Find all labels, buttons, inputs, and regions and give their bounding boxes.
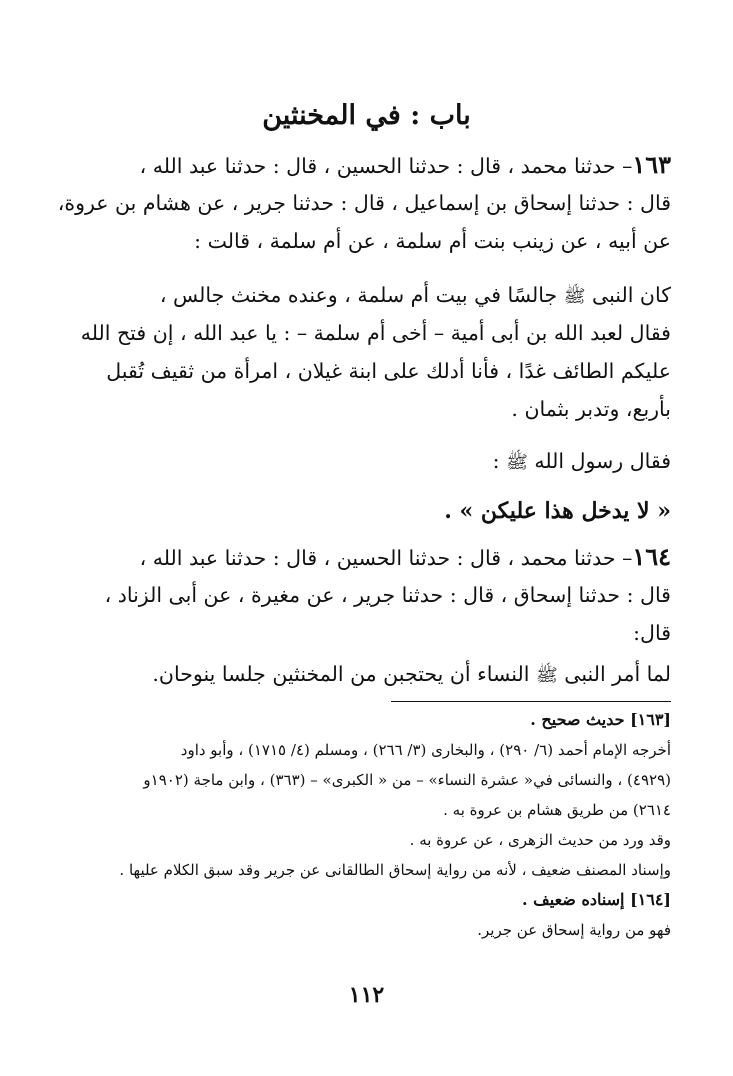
- reply-line: [59, 442, 671, 480]
- hadith-164-number: ١٦٤: [632, 542, 671, 571]
- hadith-163-line-2: قال : حدثنا إسحاق بن إسماعيل ، قال : حدثنا جرير ، عن هشام بن عروة،: [57, 191, 671, 215]
- prophet-quote: [59, 492, 671, 530]
- footnote-163-line-1: أخرجه الإمام أحمد (٦/ ٢٩٠) ، والبخارى (٣/ ٢٦٦) ، ومسلم (٤/ ١٧١٥) ، وأبو داود: [180, 741, 671, 759]
- story-line-1-before: كان النبى: [592, 283, 671, 307]
- hadith-164-line-3: قال:: [633, 621, 671, 645]
- footnote-164-head: [١٦٤] إسناده ضعيف .: [522, 890, 671, 909]
- matn-after: النساء أن يحتجبن من المخنثين جلسا ينوحان.: [152, 662, 530, 686]
- hadith-163-matn: [59, 276, 671, 428]
- footnote-163-head: [١٦٣] حديث صحيح .: [530, 710, 671, 729]
- footnote-163-line-5: وإسناد المصنف ضعيف ، لأنه من رواية إسحاق الطالقانى عن جرير وقد سبق الكلام عليها .: [119, 861, 671, 879]
- hadith-164-line-1: [59, 538, 671, 576]
- hadith-163-text-1: – حدثنا محمد ، قال : حدثنا الحسين ، قال : حدثنا عبد الله ،: [139, 154, 633, 178]
- hadith-164-isnad: [59, 538, 671, 652]
- footnote-163-line-2: (٤٩٢٩) ، والنسائى في« عشرة النساء» – من « الكبرى» – (٣٦٣) ، وابن ماجة (١٩٠٢و: [143, 771, 671, 789]
- reply-colon: :: [492, 449, 500, 473]
- story-line-3: عليكم الطائف غدًا ، فأنا أدلك على ابنة غيلان ، امرأة من ثقيف تُقبل: [106, 359, 671, 383]
- page-number: ١١٢: [348, 982, 385, 1008]
- quote-text: « لا يدخل هذا عليكن » .: [444, 498, 671, 524]
- chapter-title: باب : في المخنثين: [262, 100, 471, 131]
- matn-before: لما أمر النبى: [564, 662, 671, 686]
- hadith-163-number: ١٦٣: [632, 150, 671, 179]
- salutation-glyph: ﷺ: [506, 452, 528, 473]
- story-line-1-after: جالسًا في بيت أم سلمة ، وعنده مخنث جالس ،: [159, 283, 558, 307]
- salutation-glyph: ﷺ: [535, 665, 558, 686]
- footnote-divider: [391, 701, 671, 702]
- story-line-2: فقال لعبد الله بن أبى أمية – أخى أم سلمة – : يا عبد الله ، إن فتح الله: [80, 321, 671, 345]
- footnote-163-line-4: وقد ورد من حديث الزهرى ، عن عروة به .: [409, 831, 671, 849]
- footnotes: [59, 705, 671, 945]
- hadith-163-isnad: [59, 146, 671, 260]
- story-line-4: بأربع، وتدبر بثمان .: [511, 397, 671, 421]
- hadith-164-text-1: – حدثنا محمد ، قال : حدثنا الحسين ، قال : حدثنا عبد الله ،: [139, 546, 633, 570]
- footnote-163-line-3: ٢٦١٤) من طريق هشام بن عروة به .: [443, 801, 671, 819]
- salutation-glyph: ﷺ: [563, 286, 586, 307]
- hadith-163-line-3: عن أبيه ، عن زينب بنت أم سلمة ، عن أم سلمة ، قالت :: [194, 229, 671, 253]
- reply-text: فقال رسول الله: [534, 449, 671, 473]
- hadith-164-line-2: قال : حدثنا إسحاق ، قال : حدثنا جرير ، عن مغيرة ، عن أبى الزناد ،: [104, 583, 671, 607]
- story-line-1: [59, 276, 671, 314]
- footnote-164-line-1: فهو من رواية إسحاق عن جرير.: [477, 921, 671, 939]
- hadith-163-line-1: [59, 146, 671, 184]
- hadith-164-matn: [152, 662, 671, 690]
